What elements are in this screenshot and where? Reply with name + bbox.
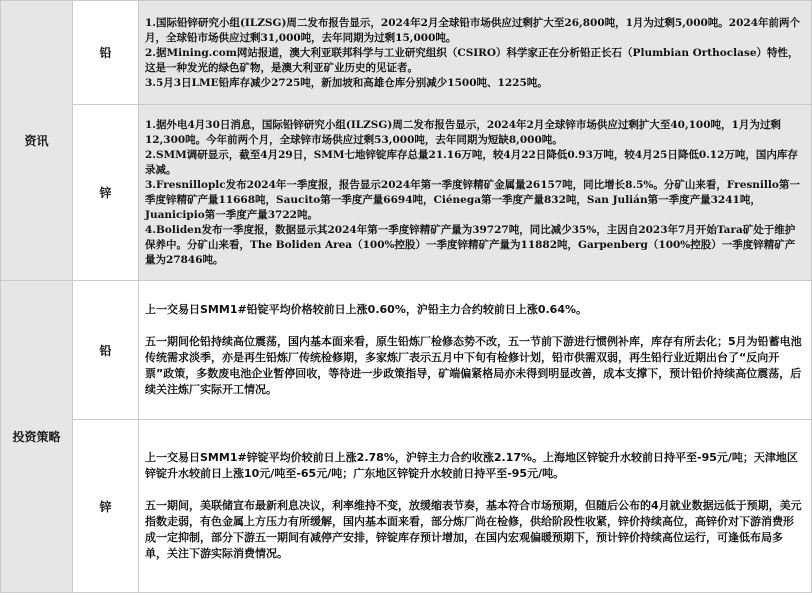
news-lead-content — [139, 1, 812, 105]
strategy-lead-row — [1, 281, 812, 420]
news-zinc-row — [1, 105, 812, 281]
strategy-lead-content — [139, 281, 812, 420]
news-zinc-label: 锌 — [73, 105, 139, 281]
list-item: 3.5月3日LME铅库存减少2725吨，新加坡和高雄仓库分别减少1500吨、1225吨。 — [145, 76, 548, 89]
news-section-label: 资讯 — [1, 1, 73, 281]
list-item: 2.据Mining.com网站报道，澳大利亚联邦科学与工业研究组织（CSIRO）科学家正在分析铅正长石（Plumbian Orthoclase）特性，这是一种发光的绿色矿物，是澳大利亚矿业历史的见证者。 — [145, 46, 799, 74]
strategy-lead-label: 铅 — [73, 281, 139, 420]
strategy-zinc-content — [139, 420, 812, 593]
news-lead-row — [1, 1, 812, 105]
list-item: 1.据外电4月30日消息，国际铅锌研究小组(ILZSG)周二发布报告显示，2024年2月全球锌市场供应过剩扩大至40,100吨，1月为过剩12,300吨。今年前两个月，全球锌市场供应过剩53,000吨，去年同期为短缺8,000吨。 — [145, 119, 781, 146]
list-item: 4.Boliden发布一季度报，数据显示其2024年第一季度锌精矿产量为39727吨，同比减少35%，主因自2023年7月开始Tara矿处于维护保养中。分矿山来看，The Boliden Area（100%控股）一季度锌精矿产量为11882吨，Garpenberg（100%控股）一季度锌精矿产量为27846吨。 — [145, 224, 796, 266]
paragraph: 五一期间伦铅持续高位震荡，国内基本面来看，原生铅炼厂检修态势不改，五一节前下游进行惯例补库，库存有所去化；5月为铅蓄电池传统需求淡季，亦是再生铅炼厂传统检修期，多家炼厂表示五月中下旬有检修计划，铅市供需双弱，再生铅行业近期出台了“反向开票”政策，多数废电池企业暂停回收，等待进一步政策指导，矿端偏紧格局亦未得到明显改善，成本支撑下，预计铅价持续高位震荡，后续关注炼厂实际开工情况。 — [145, 335, 802, 396]
strategy-zinc-label: 锌 — [73, 420, 139, 593]
strategy-zinc-row — [1, 420, 812, 593]
news-lead-label: 铅 — [73, 1, 139, 105]
strategy-section-label: 投资策略 — [1, 281, 73, 593]
list-item: 1.国际铅锌研究小组(ILZSG)周二发布报告显示，2024年2月全球铅市场供应过剩扩大至26,800吨，1月为过剩5,000吨。2024年前两个月，全球铅市场供应过剩31,000吨，去年同期为过剩15,000吨。 — [145, 16, 801, 44]
news-zinc-content — [139, 105, 812, 281]
list-item: 2.SMM调研显示，截至4月29日，SMM七地锌锭库存总量21.16万吨，较4月22日降低0.93万吨，较4月25日降低0.12万吨，国内库存录减。 — [145, 149, 798, 176]
paragraph: 上一交易日SMM1#锌锭平均价较前日上涨2.78%，沪锌主力合约收涨2.17%。上海地区锌锭升水较前日持平至-95元/吨；天津地区锌锭升水较前日上涨10元/吨至-65元/吨；广东地区锌锭升水较前日持平至-95元/吨。 — [145, 451, 798, 480]
list-item: 3.Fresnilloplc发布2024年一季度报，报告显示2024年第一季度锌精矿金属量26157吨，同比增长8.5%。分矿山来看，Fresnillo第一季度锌精矿产量11668吨，Saucito第一季度产量6694吨，Ciénega第一季度产量832吨，San Julián第一季度产量3241吨，Juanicipio第一季度产量3722吨。 — [145, 179, 800, 221]
paragraph-gap — [145, 318, 803, 334]
paragraph: 五一期间，美联储宣布最新利息决议，利率维持不变，放缓缩表节奏，基本符合市场预期，但随后公布的4月就业数据远低于预期，美元指数走弱，有色金属上方压力有所缓解，国内基本面来看，部分炼厂尚在检修，供给阶段性收紧，锌价持续高位，高锌价对下游消费形成一定抑制，部分下游五一期间有减停产安排，锌锭库存预计增加，在国内宏观偏暖预期下，预计锌价持续高位运行，可逢低布局多单，关注下游实际消费情况。 — [145, 499, 802, 560]
paragraph: 上一交易日SMM1#铅锭平均价格较前日上涨0.60%，沪铅主力合约较前日上涨0.64%。 — [145, 303, 588, 316]
paragraph-gap — [145, 482, 803, 498]
